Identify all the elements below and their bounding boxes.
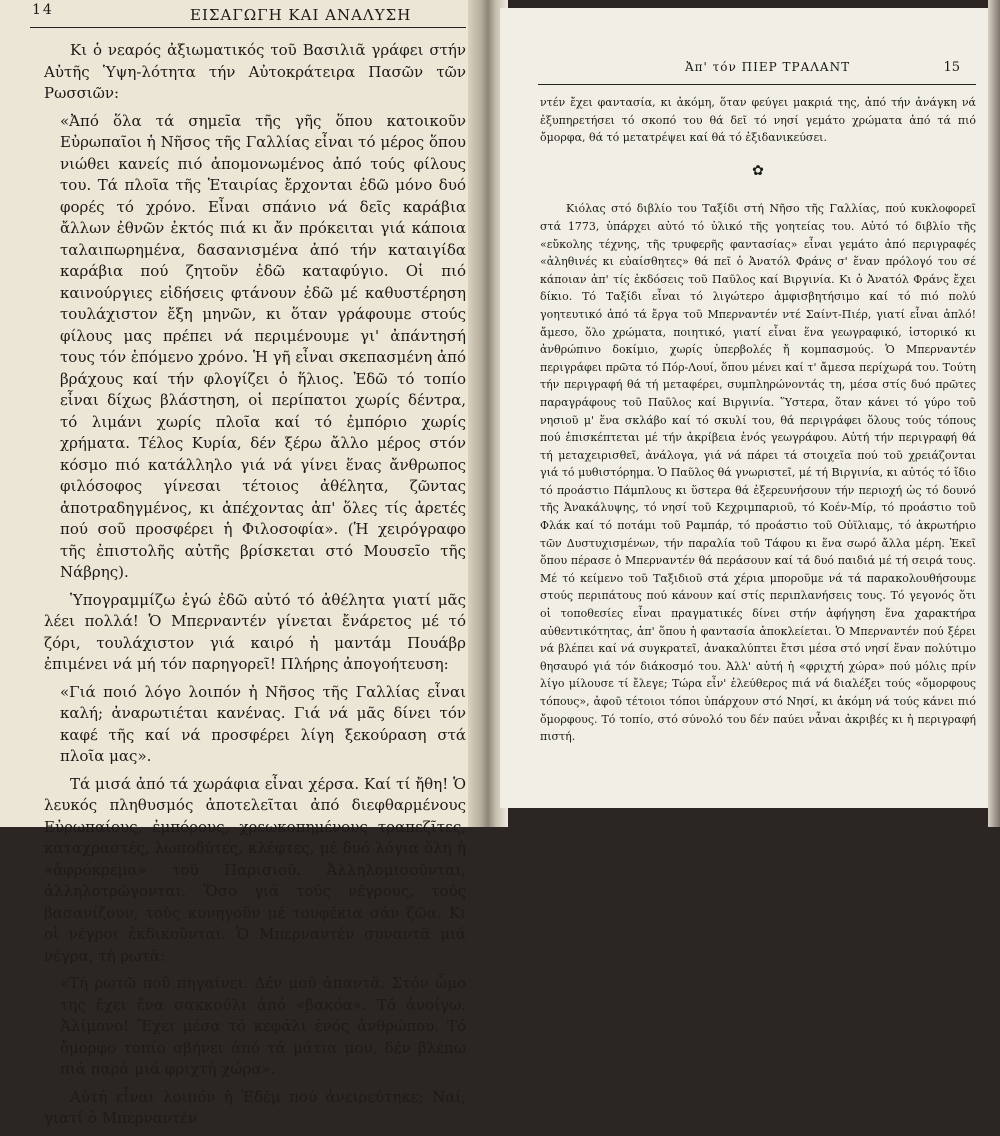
right-paragraph: ντέν ἔχει φαντασία, κι ἀκόμη, ὅταν φεύγει μακριά της, ἀπό τήν ἀνάγκη νά ἐξυπηρετήσει τό σκοπό του θά δεῖ τό νησί γεμάτο χρώματα ἀπό τά πιό ὄμορφα, θά τό μετατρέψει καί θά τό ἐξιδανικεύσει. xyxy=(540,96,976,145)
left-paragraph: Ὑπογραμμίζω ἐγώ ἐδῶ αὐτό τό ἀθέλητα γιατί μᾶς λέει πολλά! Ὁ Μπερναντέν γίνεται ἔνάρετος μέ τό ζόρι, τουλάχιστον γιά καιρό ἡ μαντάμ Πουάβρ ἐπιμένει νά μή τόν παρηγορεῖ! Πλήρης ἀπογοήτευση: xyxy=(44,590,466,673)
right-paragraph: Κιόλας στό διβλίο του Ταξίδι στή Νῆσο τῆς Γαλλίας, πού κυκλοφορεῖ στά 1773, ὑπάρχει αὐτό τό ὑλικό τῆς γοητείας του. Αὐτό τό διβλίο τῆς «εὔκολης τέχνης, τῆς τρυφερῆς φαντασίας» εἶναι γεμάτο ἀπό περιγραφές «ἀληθινές κι εὐαίσθητες» θά πεῖ ὁ Ἀνατόλ Φράνς σ' ἕναν πρόλογό του σέ κάποιαν ἀπ' τίς ἐκδόσεις τοῦ Παῦλος καί Βιργινία. Κι ὁ Ἀνατόλ Φράνς ἔχει δίκιο. Τό Ταξίδι εἶναι τό λιγώτερο ἀμφισβητήσιμο καί τό πιό πολύ γοητευτικό ἀπό τά ἔργα τοῦ Μπερναντέν ντέ Σαίντ-Πιέρ, γιατί εἶναι ἁπλό! ἄμεσο, ὅλο χρώματα, ποιητικό, γιατί εἶναι ἕνα γεωγραφικό, ἱστορικό κι ἀνθρώπινο δοκίμιο, χωρίς ὑπερβολές ἤ κομπασμούς. Ὁ Μπερναντέν περιγράφει πρῶτα τό Πόρ-Λουί, ὅπου μένει καί τ' ἄμεσα περίχωρά του. Τούτη τήν περιγραφή θά τή μεταφέρει, συμπληρώνοντάς τη, μέσα στίς δυό πρῶτες παραγράφους τοῦ Παῦλος καί Βιργινία. Ὕστερα, ὅταν κάνει τό γύρο τοῦ νησιοῦ μ' ἕνα σκλάβο καί τό σκυλί του, θά περιγράφει ὅλους τούς τόπους πού ἐπισκέπτεται μέ τήν ἀκρίβεια ἑνός γεωγράφου. Αὐτή τήν περιγραφή θά τή μεταχειρισθεῖ, ἀνάλογα, γιά νά πάρει τά στοιχεῖα πού τοῦ χρειάζονται γιά τό μυθιστόρημα. Ὁ Παῦλος θά γνωριστεῖ, μέ τή Βιργινία, κι αὐτός τό ἴδιο τό προάστιο Πάμπλους κι ὕστερα θά ἐξερευνήσουν τήν περιοχή ὡς τό δουνό τῆς Ἀνακάλυψης, τό νησί τοῦ Κεχριμπαριοῦ, τό Κοέν-Μίρ, τό προάστιο τοῦ Φλάκ καί τό ποτάμι τοῦ Ραμπάρ, τό προάστιο τοῦ Οὐϊλιαμς, τό ἀκρωτήριο τῶν Δυστυχισμένων, τήν παραλία τοῦ Τάφου κι ἕνα σωρό ἄλλα μέρη. Ἐκεῖ ὅπου πέρασε ὁ Μπερναντέν θά περάσουν καί τά δυό παιδιά μέ τή σειρά τους. Μέ τό κείμενο τοῦ Ταξιδιοῦ στά χέρια μποροῦμε νά τά παρακολουθήσουμε στούς περιπάτους πού κάνουν καί στίς περιπλανήσεις τους. Τό γεγονός ὅτι οἱ τοποθεσίες εἶναι πραγματικές δίνει στήν ἀφήγηση ἕνα χαρακτήρα αὐθεντικότητας, ἀπ' ὅπου ἡ φαντασία ἀποκλείεται. Ὁ Μπερναντέν πού ξέρει νά βλέπει καί νά συγκρατεῖ, ἀνακαλύπτει ἔτσι μέσα στό νησί ἕναν πολύτιμο θησαυρό γιά τόν διάκοσμό του. Ἀλλ' αὐτή ἡ «φριχτή χώρα» πού μόλις πρίν λίγο μίλουσε τί ἔλεγε; Τώρα εἶν' ἐλεύθερος πιά νά διαλέξει τούς «ὄμορφους τόπους», ἀφοῦ τέτοιοι τόποι ὑπάρχουν στό Νησί, κι ἀκόμη νά τούς κάνει πιό ὄμορφους. Τό τοπίο, στό σύνολό του δέν παύει νἆναι ἀκριβές κι ἡ περιγραφή πιστή. xyxy=(540,202,976,744)
right-page xyxy=(500,8,988,808)
right-running-head: Ἀπ' τόν ΠΙΕΡ ΤΡΑΛΑΝΤ xyxy=(685,60,851,74)
left-page xyxy=(0,0,472,1127)
left-quote: «Τή ρωτῶ ποῦ πηγαίνει. Δέν μοῦ ἀπαντᾶ. Στόν ὦμο της ἔχει ἕνα σακκούλι ἀπό «βακόα». Τό ἀνοίγω. Ἀλίμονο! Ἔχει μέσα τό κεφάλι ἑνός ἀνθρώπου. Τό ὄμορφο τοπίο σβήνει ἀπό τά μάτια μου, δέν βλέπω πιά παρά μιά φριχτή χώρα». xyxy=(60,974,466,1078)
left-quote: «Γιά ποιό λόγο λοιπόν ἡ Νῆσος τῆς Γαλλίας εἶναι καλή; ἀναρωτιέται κανένας. Γιά νά μᾶς δίνει τόν καφέ τῆς καί νά προσφέρει λίγη ξεκούραση στά πλοῖα μας». xyxy=(60,682,466,765)
left-paragraph: Τά μισά ἀπό τά χωράφια εἶναι χέρσα. Καί τί ἤθη! Ὁ λευκός πληθυσμός ἀποτελεῖται ἀπό διεφθαρμένους Εὐρωπαίους, ἐμπόρους, χρεωκοπημένους τραπεζῖτες, καταχραστές, λωποδύτες, κλέφτες, μέ δυό λόγια ὅλη ἡ «ἀφρόκρεμα» τοῦ Παρισιοῦ. Ἀλληλομισοῦνται, ἀλληλοτρώγονται. Ὅσο γιά τούς νέγρους, τούς βασανίζουν, τούς κυνηγοῦν μέ τουφέκια σάν ζῶα. Κι οἱ νέγροι ἐκδικοῦνται. Ὁ Μπερναντέν συναντᾶ μιά νέγρα, τή ρωτᾶ: xyxy=(44,774,466,965)
right-header-rule xyxy=(538,84,976,85)
section-ornament-icon: ✿ xyxy=(752,162,764,179)
left-page-number: 14 xyxy=(32,2,54,18)
left-header-rule xyxy=(30,27,466,28)
right-page-header xyxy=(540,60,968,82)
left-quote: «Ἀπό ὅλα τά σημεῖα τῆς γῆς ὅπου κατοικοῦν Εὐρωπαῖοι ἡ Νῆσος τῆς Γαλλίας εἶναι τό μέρος ὅπου νιώθει κανείς πιό ἀπομονωμένος ἀπό τούς φίλους του. Τά πλοῖα τῆς Ἑταιρίας ἔρχονται ἐδῶ μόνο δυό φορές τό χρόνο. Εἶναι σπάνιο νά δεῖς καράβια ἄλλων ἐθνῶν ἐκτός πιά κι ἄν πρόκειται γιά κάποια ταλαιπωρημένα, δασανισμένα ἀπό τήν καταιγίδα καράβια πού ζητοῦν ἐδῶ καταφύγιο. Οἱ πιό καινούργιες εἰδήσεις φτάνουν ἐδῶ μέ καθυστέρηση τουλάχιστον ἔξη μηνῶν, κι ὅταν γράφουμε στούς φίλους μας πρέπει νά περιμένουμε γι' ἀπάντησή τους τόν ἑπόμενο χρόνο. Ἡ γῆ εἶναι σκεπασμένη ἀπό βράχους καί τήν φλογίζει ὁ ἥλιος. Ἐδῶ τό τοπίο εἶναι δίχως βλάστηση, οἱ περίπατοι χωρίς δέντρα, τό λιμάνι χωρίς πλοῖα καί τό ἐμπόριο χωρίς χρήματα. Τέλος Κυρία, δέν ξέρω ἄλλο μέρος στόν κόσμο πιό κατάλληλο γιά νά γίνει ἕνας ἄνθρωπος φιλόσοφος γίνεσαι τέτοιος ἀθέλητα, ζῶντας ἀποτραδηγμένος, κι ἀπέχοντας ἀπ' ὅλες τίς ἀρετές πού σοῦ προσφέρει ἡ Φιλοσοφία». (Ἡ χειρόγραφο τῆς ἐπιστολῆς αὐτῆς βρίσκεται στό Μουσεῖο τῆς Νάβρης). xyxy=(60,111,466,581)
left-running-head: ΕΙΣΑΓΩΓΗ ΚΑΙ ΑΝΑΛΥΣΗ xyxy=(190,6,412,24)
page-edge xyxy=(988,0,1000,827)
left-page-body xyxy=(44,40,466,1136)
right-page-body xyxy=(540,94,976,746)
right-page-number: 15 xyxy=(943,60,960,75)
left-paragraph: Αὐτή εἶναι λοιπόν ἡ Ἐδέμ πού ἀνειρεύτηκε; Ναί, γιατί ὁ Μπερναντέν xyxy=(44,1087,466,1127)
left-paragraph: Κι ὁ νεαρός ἀξιωματικός τοῦ Βασιλιᾶ γράφει στήν Αὐτῆς Ὑψη-λότητα τήν Αὐτοκράτειρα Πασῶν τῶν Ρωσσιῶν: xyxy=(44,41,466,102)
left-page-header xyxy=(0,0,472,26)
